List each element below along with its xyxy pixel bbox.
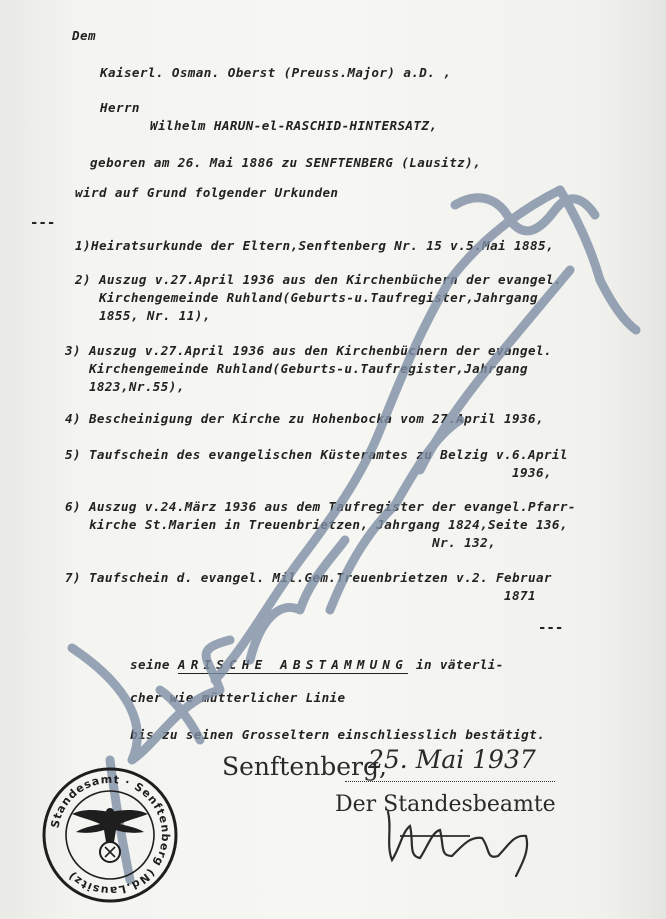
document-7-line-1: 7) Taufschein d. evangel. Mil.Gem.Treuenbrietzen v.2. Februar [65,570,552,585]
document-2-line-1: 2) Auszug v.27.April 1936 aus den Kirchenbüchern der evangel. [75,272,562,287]
conclusion-prefix: seine [130,657,178,672]
document-6-line-3: Nr. 132, [65,535,497,550]
place-label: Senftenberg, [222,752,387,781]
aryan-descent-emphasis: ARISCHE ABSTAMMUNG [177,657,408,672]
name-line: Wilhelm HARUN-el-RASCHID-HINTERSATZ, [150,118,438,133]
signer-name [520,828,524,829]
document-2-line-3: 1855, Nr. 11), [75,308,211,323]
salutation: Dem [72,28,96,43]
document-3-line-3: 1823,Nr.55), [65,379,185,394]
document-7-line-2: 1871 [65,588,536,603]
eagle-emblem-icon [72,808,148,862]
document-4-line-1: 4) Bescheinigung der Kirche zu Hohenbocka vom 27.April 1936, [65,411,544,426]
document-5-line-2: 1936, [65,465,552,480]
registrar-label: Der Standesbeamte [335,792,556,817]
conclusion-line-2: cher wie mütterlicher Linie [130,690,346,705]
document-5-line-1: 5) Taufschein des evangelischen Küsteramtes zu Belzig v.6.April [65,447,568,462]
conclusion-line-3: bis zu seinen Grosseltern einschliesslich bestätigt. [130,727,546,742]
document-3-line-1: 3) Auszug v.27.April 1936 aus den Kirchenbüchern der evangel. [65,343,552,358]
document-2-line-2: Kirchengemeinde Ruhland(Geburts-u.Taufregister,Jahrgang [75,290,538,305]
birth-line: geboren am 26. Mai 1886 zu SENFTENBERG (Lausitz), [90,155,482,170]
end-mark: --- [538,620,564,636]
conclusion-suffix: in väterli- [407,657,504,672]
document-6-line-1: 6) Auszug v.24.März 1936 aus dem Taufregister der evangel.Pfarr- [65,499,576,514]
rank-line: Kaiserl. Osman. Oberst (Preuss.Major) a.D. , [100,65,452,80]
document-6-line-2: kirche St.Marien in Treuenbrietzen, Jahrgang 1824,Seite 136, [65,517,568,532]
document-3-line-2: Kirchengemeinde Ruhland(Geburts-u.Taufregister,Jahrgang [65,361,528,376]
document-1-line-1: 1)Heiratsurkunde der Eltern,Senftenberg Nr. 15 v.5.Mai 1885, [75,238,554,253]
date-handwritten: 25. Mai 1937 [368,745,536,774]
title-line: Herrn [100,100,140,115]
stamp-ring-text: Standesamt · Senftenberg (Nd.Lausitz) [48,772,173,898]
separator-mark: --- [30,215,56,231]
intro-line: wird auf Grund folgender Urkunden [75,185,339,200]
annotation-text [300,440,311,441]
